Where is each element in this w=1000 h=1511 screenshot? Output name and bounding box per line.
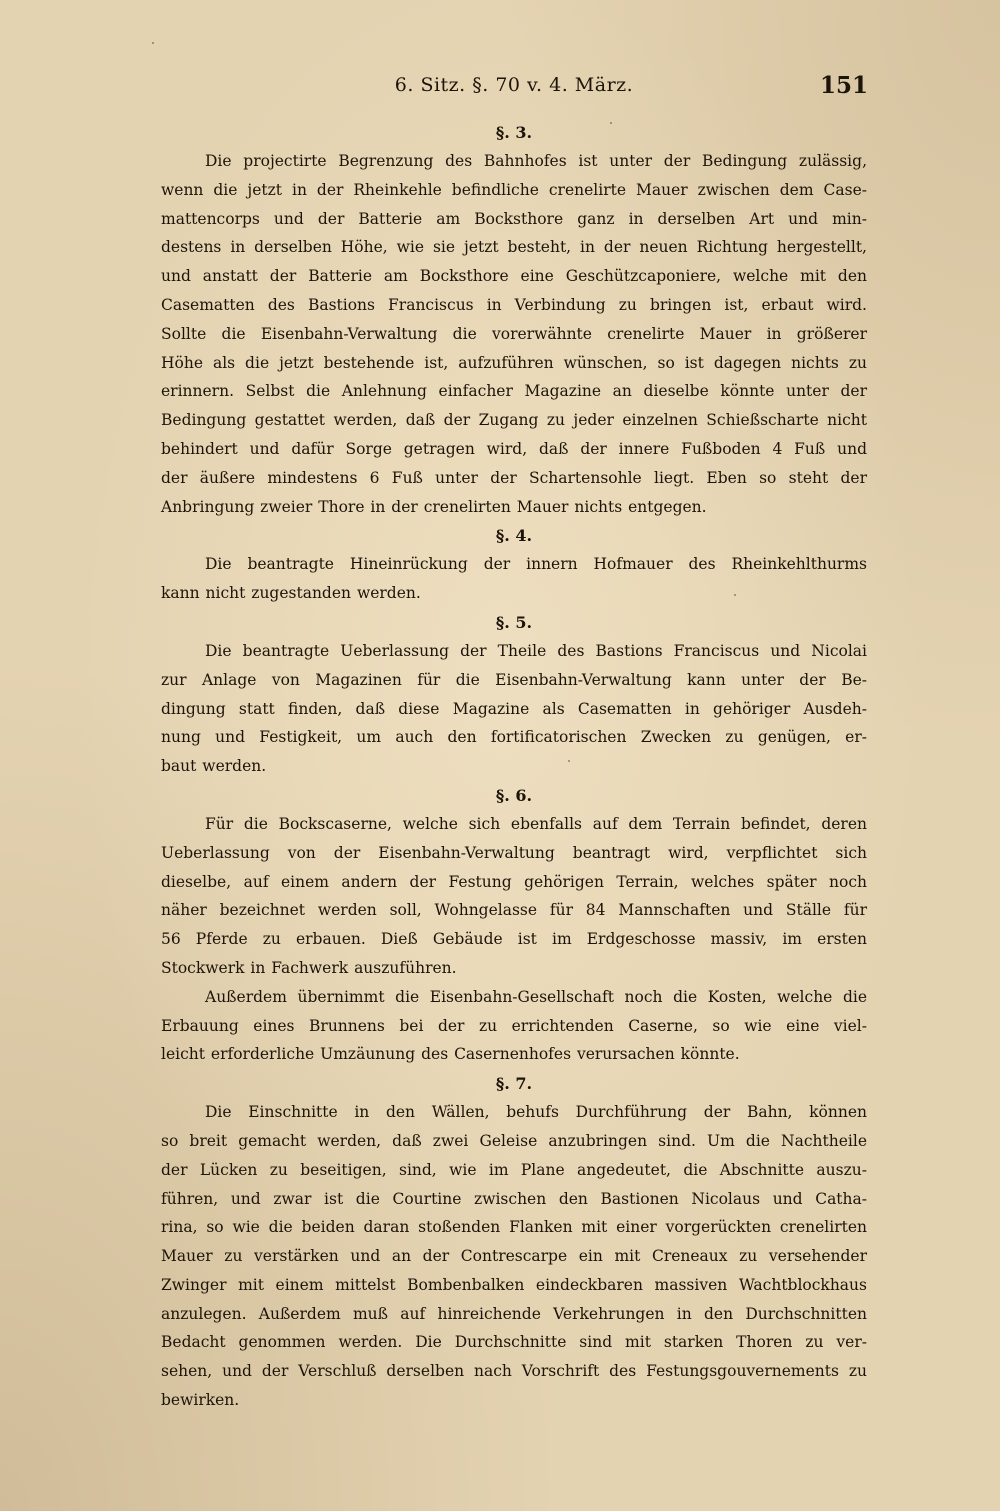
text-line: Sollte die Eisenbahn-Verwaltung die vorerwähnte crenelirte Mauer in größerer <box>161 324 867 343</box>
text-line: leicht erforderliche Umzäunung des Casernenhofes verursachen könnte. <box>161 1045 740 1064</box>
paragraph <box>161 550 867 608</box>
paper-speck <box>734 594 736 596</box>
text-line: führen, und zwar ist die Courtine zwischen den Bastionen Nicolaus und Catha- <box>161 1189 867 1208</box>
text-line: Die Einschnitte in den Wällen, behufs Durchführung der Bahn, können <box>205 1103 867 1122</box>
section-heading: §. 7. <box>495 1074 533 1094</box>
paragraph <box>161 1098 867 1415</box>
text-line: Casematten des Bastions Franciscus in Verbindung zu bringen ist, erbaut wird. <box>161 295 867 314</box>
text-line: Erbauung eines Brunnens bei der zu errichtenden Caserne, so wie eine viel- <box>161 1016 867 1035</box>
text-line: der Lücken zu beseitigen, sind, wie im Plane angedeutet, die Abschnitte auszu- <box>161 1160 867 1179</box>
text-line: dingung statt finden, daß diese Magazine als Casematten in gehöriger Ausdeh- <box>161 699 867 718</box>
text-line: dieselbe, auf einem andern der Festung gehörigen Terrain, welches später noch <box>161 872 867 891</box>
paragraph <box>161 637 867 781</box>
text-line: Anbringung zweier Thore in der crenelirten Mauer nichts entgegen. <box>161 497 707 516</box>
text-line: Ueberlassung von der Eisenbahn-Verwaltung beantragt wird, verpflichtet sich <box>161 843 867 862</box>
text-line: Höhe als die jetzt bestehende ist, aufzuführen wünschen, so ist dagegen nichts zu <box>161 353 867 372</box>
text-line: Für die Bockscaserne, welche sich ebenfalls auf dem Terrain befindet, deren <box>205 814 867 833</box>
text-line: kann nicht zugestanden werden. <box>161 584 421 603</box>
page-body <box>161 118 867 1415</box>
page-number: 151 <box>819 72 868 99</box>
text-line: destens in derselben Höhe, wie sie jetzt besteht, in der neuen Richtung hergestellt, <box>161 238 867 257</box>
text-line: anzulegen. Außerdem muß auf hinreichende Verkehrungen in den Durchschnitten <box>161 1304 867 1323</box>
text-line: Die beantragte Ueberlassung der Theile des Bastions Franciscus und Nicolai <box>205 641 867 660</box>
text-line: so breit gemacht werden, daß zwei Geleise anzubringen sind. Um die Nachtheile <box>161 1131 867 1150</box>
text-line: näher bezeichnet werden soll, Wohngelasse für 84 Mannschaften und Ställe für <box>161 901 867 920</box>
text-line: Zwinger mit einem mittelst Bombenbalken eindeckbaren massiven Wachtblockhaus <box>161 1275 867 1294</box>
text-line: bewirken. <box>161 1391 240 1410</box>
page-header <box>160 74 868 104</box>
text-line: wenn die jetzt in der Rheinkehle befindliche crenelirte Mauer zwischen dem Case- <box>161 180 867 199</box>
text-line: Außerdem übernimmt die Eisenbahn-Gesellschaft noch die Kosten, welche die <box>205 987 867 1006</box>
paragraph <box>161 147 867 521</box>
text-line: erinnern. Selbst die Anlehnung einfacher Magazine an dieselbe könnte unter der <box>161 382 867 401</box>
section-heading: §. 3. <box>495 123 533 142</box>
paragraph <box>161 983 867 1069</box>
text-line: rina, so wie die beiden daran stoßenden Flanken mit einer vorgerückten crenelirten <box>161 1218 867 1237</box>
text-line: und anstatt der Batterie am Bocksthore eine Geschützcaponiere, welche mit den <box>161 267 867 286</box>
text-line: Mauer zu verstärken und an der Contrescarpe ein mit Creneaux zu versehender <box>161 1247 867 1266</box>
paragraph <box>161 810 867 983</box>
text-line: nung und Festigkeit, um auch den fortificatorischen Zwecken zu genügen, er- <box>161 728 867 747</box>
text-line: Stockwerk in Fachwerk auszuführen. <box>161 958 457 977</box>
running-head: 6. Sitz. §. 70 v. 4. März. <box>394 74 634 96</box>
text-line: 56 Pferde zu erbauen. Dieß Gebäude ist im Erdgeschosse massiv, im ersten <box>161 930 867 949</box>
text-line: Bedacht genommen werden. Die Durchschnitte sind mit starken Thoren zu ver- <box>161 1333 867 1352</box>
paper-speck <box>610 122 612 124</box>
text-line: Die beantragte Hineinrückung der innern Hofmauer des Rheinkehlthurms <box>205 555 867 574</box>
text-line: baut werden. <box>161 757 267 776</box>
text-line: der äußere mindestens 6 Fuß unter der Schartensohle liegt. Eben so steht der <box>161 468 867 487</box>
text-line: behindert und dafür Sorge getragen wird, daß der innere Fußboden 4 Fuß und <box>161 439 867 458</box>
section-heading: §. 5. <box>495 612 533 632</box>
text-line: mattencorps und der Batterie am Bocksthore ganz in derselben Art und min- <box>161 209 867 228</box>
text-line: sehen, und der Verschluß derselben nach Vorschrift des Festungsgouvernements zu <box>161 1362 867 1381</box>
section-heading: §. 6. <box>495 785 533 805</box>
text-line: Bedingung gestattet werden, daß der Zugang zu jeder einzelnen Schießscharte nicht <box>161 411 867 430</box>
text-line: Die projectirte Begrenzung des Bahnhofes ist unter der Bedingung zulässig, <box>205 152 867 170</box>
text-line: zur Anlage von Magazinen für die Eisenbahn-Verwaltung kann unter der Be- <box>161 670 867 689</box>
paper-speck <box>568 760 570 762</box>
section-heading: §. 4. <box>495 526 533 546</box>
paper-speck <box>152 42 154 44</box>
